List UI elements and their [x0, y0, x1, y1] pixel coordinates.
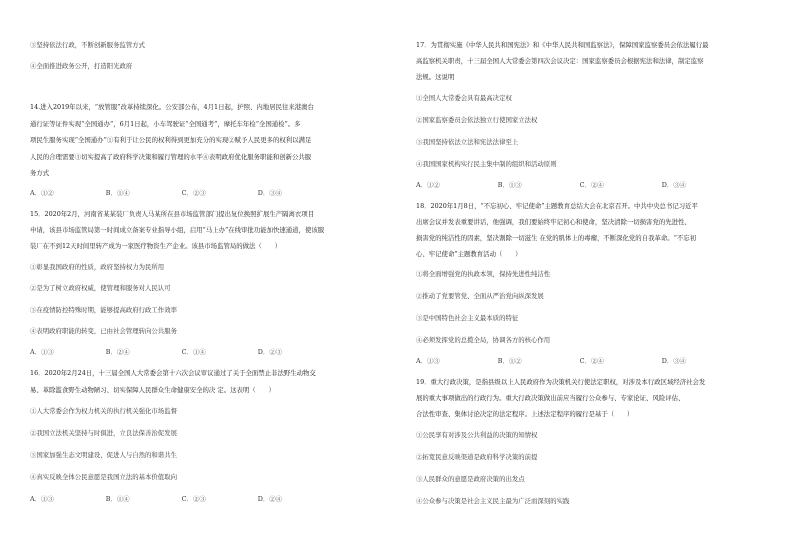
answer-options: [30, 348, 282, 356]
question-text-line: 易、革除滥食野生动物陋习、切实保障人民群众生命健康安全的决 定。这表明（ ）: [30, 386, 275, 394]
statement-line: ④真实反映全体公民意愿是我国立法的基本价值取向: [30, 473, 177, 481]
question-text-line: 18．2020年1月8日，“不忘初心、牢记使命”主题教育总结大会在北京召开。中共中央总书记习近平: [416, 202, 698, 210]
question-text-line: 申请，该县市场监管局第一时间成立备案专业指导小组，启用“马上办”在线审批功能加快速通道，使该服: [30, 226, 325, 234]
answer-options: [30, 189, 282, 197]
option-a: A．①③: [416, 357, 440, 365]
answer-options: [416, 357, 744, 365]
statement-line: ④表明政府职能的转变，已由社会管理转向公共服务: [30, 327, 177, 335]
option-d: D．②④: [257, 495, 283, 503]
option-c: C．②③: [181, 495, 206, 503]
statement-line: ①将全面增强党的执政本领，保持先进性纯洁性: [416, 270, 551, 278]
option-a: A．①②: [416, 181, 440, 189]
option-c: C．②④: [579, 357, 604, 365]
question-text-line: 展的重大事项做出的行政行为。重大行政决策做出前应当履行公众参与、专家论证、风险评估、: [416, 394, 685, 402]
statement-line: ①全国人大常委会具有最高决定权: [416, 94, 512, 102]
option-b: B．①④: [105, 495, 130, 503]
statement-line: ①公民享有对涉及公共利益的决策的知情权: [416, 431, 538, 439]
question-text-line: 出席会议并发表重要讲话，他强调，我们要始终牢记初心和使命，坚决清除一切损害党的先进性、: [416, 218, 691, 226]
question-text-line: 16．2020年2月24日，十三届全国人大常委会第十六次会议审议通过了关于全面禁止非法野生动物交: [30, 369, 316, 377]
statement-line: ③国家加强生态文明建设，促进人与自然的和谐共生: [30, 451, 177, 459]
statement-line: ③是中国特色社会主义最本质的特征: [416, 314, 519, 322]
question-text-line: 合法性审查、集体讨论决定的法定程序。上述法定程序的履行是基于（ ）: [416, 410, 634, 418]
answer-options: [416, 181, 744, 189]
option-a: A．①③: [30, 348, 54, 356]
statement-line: ②我国立法机关坚持与时俱进，立良法保善治促发展: [30, 429, 177, 437]
option-b: B．①③: [497, 181, 522, 189]
statement-line: ②推动了党要管党、全面从严治党向纵深发展: [416, 292, 544, 300]
option-d: D．③④: [257, 189, 283, 197]
question-text-line: 损害党的纯洁性的因素，坚决割除一切滋生 在党的肌体上的毒瘤，不断深化党的自我革命。“不忘初: [416, 234, 697, 242]
option-d: D．③④: [661, 357, 687, 365]
statement-line: ③人民群众的意愿是政府决策的出发点: [416, 475, 525, 483]
statement-line: ④我国国家机构实行民主集中制的组织和活动原则: [416, 160, 557, 168]
question-text-line: 19．重大行政决策，是指县级以上人民政府作为决策机关行使法定职权，对涉及本行政区域经济社会发: [416, 378, 706, 386]
question-text-line: 14.进入2019年以来，“放管服”改革持续深化。公安部公布，4月1日起，护照、内地居民往来港澳台: [30, 103, 314, 111]
statement-line: ①人大常委会作为权力机关的执行机关强化市场监督: [30, 407, 177, 415]
option-c: C．①④: [181, 348, 206, 356]
question-text-line: 通行证等证件实现“全国通办”，6月1日起，小车驾驶证“全国通考”，摩托车年检“全国通检”。多: [30, 120, 301, 128]
option-a: A．①③: [30, 495, 54, 503]
option-c: C．②④: [579, 181, 604, 189]
option-b: B．①②: [497, 357, 522, 365]
statement-line: ①彰显我国政府的性质，政府坚持权力为民所用: [30, 263, 165, 271]
option-d: D．②③: [257, 348, 283, 356]
option-a: A．①②: [30, 189, 54, 197]
question-text-line: 心、牢记使命”主题教育活动（ ）: [416, 250, 522, 258]
option-d: D．③④: [661, 181, 687, 189]
question-text-line: 法规。这说明: [416, 73, 455, 81]
question-text-line: 人民的合理需要③切实提高了政府科学决策和履行管理的水平④表明政府优化服务职能和创新公共服: [30, 153, 312, 161]
statement-line: ④公众参与决策是社会主义民主最为广泛而深刻的实践: [416, 497, 570, 505]
question-text-line: 装厂在不到12天时间里转产成为一家医疗物资生产企业。该县市场监管局的做法（ ）: [30, 242, 281, 250]
option-b: B．①④: [105, 189, 130, 197]
option-b: B．②④: [105, 348, 130, 356]
statement-line: ④必须发挥党的总揽全局，协调各方的核心作用: [416, 336, 551, 344]
question-text-line: 高监察机关职责，十三届全国人大常委会第四次会议决定：国家监察委员会根据宪法和法律，制定监察: [416, 57, 704, 65]
option-line: ④全面推进政务公开，打造阳光政府: [30, 62, 133, 70]
statement-line: ③我国坚持依法立法和宪法法律至上: [416, 138, 519, 146]
statement-line: ②是为了树立政府权威，使管理和服务对人民认可: [30, 284, 171, 292]
statement-line: ②国家监察委员会依法独立行使国家立法权: [416, 116, 538, 124]
question-text-line: 项民生服务实现“全国通办”①有利于让公民的权利得到更加充分的实现②赋予人民更多的权利以满足: [30, 136, 312, 144]
option-c: C．②③: [181, 189, 206, 197]
question-text-line: 17．为贯彻实施《中华人民共和国宪法》和《中华人民共和国监察法》，保障国家监察委员会依法履行最: [416, 41, 709, 49]
statement-line: ③在疫情防控特殊时期，能够提高政府行政工作效率: [30, 306, 177, 314]
question-text-line: 15．2020年2月，河南省某某装厂负责人马某所在县市场监管部门提出复位换照扩展生产隔离衣项目: [30, 210, 315, 218]
question-text-line: 务方式: [30, 169, 50, 177]
answer-options: [30, 495, 282, 503]
option-line: ③坚持依法行政，不断创新服务监管方式: [30, 41, 146, 49]
statement-line: ②拓宽民意反映渠道是政府科学决策的前提: [416, 453, 538, 461]
